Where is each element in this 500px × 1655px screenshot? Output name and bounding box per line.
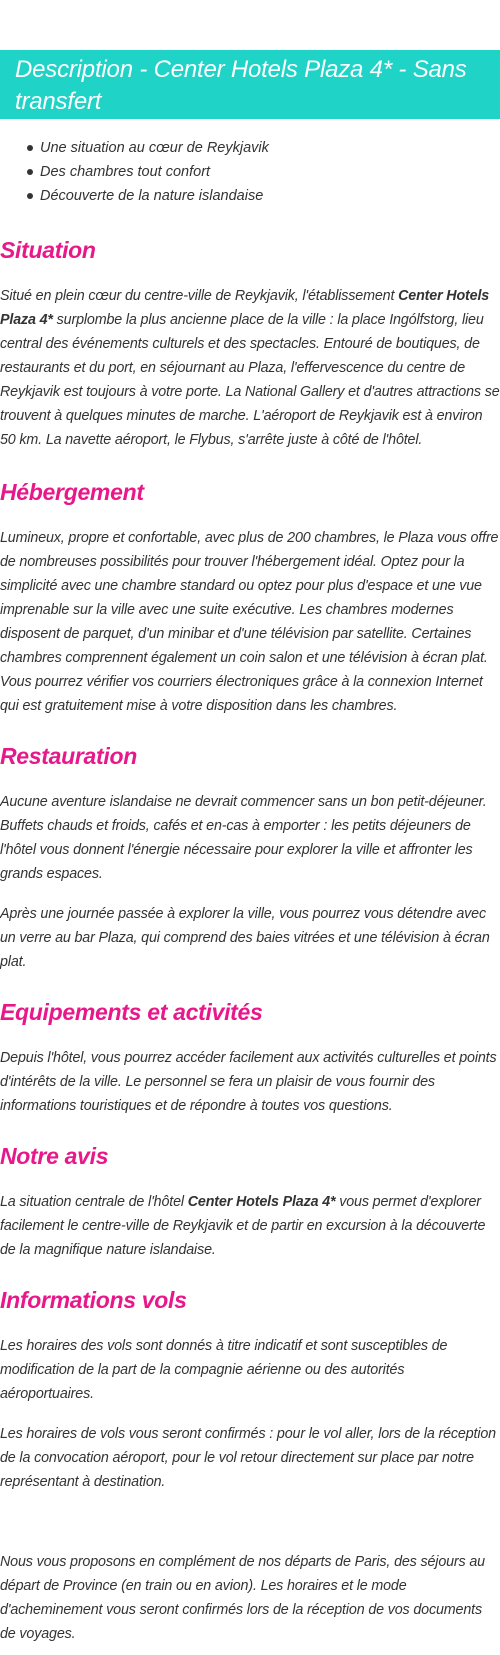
restauration-paragraph-1: Aucune aventure islandaise ne devrait commencer sans un bon petit-déjeuner. Buffets chauds et froids, cafés et en-cas à emporter : les petits déjeuners de l'hôtel vous donnent l'énergie nécessaire pour explorer la ville et affronter les grands espaces.: [0, 794, 487, 882]
vols-paragraph-2: Les horaires de vols vous seront confirmés : pour le vol aller, lors de la réception de la convocation aéroport, pour le vol retour directement sur place par notre représentant à destination.: [0, 1426, 496, 1490]
situation-heading: Situation: [0, 237, 96, 263]
highlights-list: [0, 136, 269, 208]
bullet-icon: [27, 145, 33, 151]
bullet-icon: [27, 193, 33, 199]
vols-paragraph-3: Nous vous proposons en complément de nos départs de Paris, des séjours au départ de Province (en train ou en avion). Les horaires et le mode d'acheminement vous seront confirmés lors de la réception de vos documents de voyages.: [0, 1554, 485, 1642]
highlight-item: [0, 136, 269, 160]
hotel-name: Center Hotels Plaza 4*: [0, 288, 490, 328]
equipements-heading: Equipements et activités: [0, 999, 263, 1025]
vols-section: [0, 1285, 500, 1646]
restauration-paragraph-2: Après une journée passée à explorer la ville, vous pourrez vous détendre avec un verre au bar Plaza, qui comprend des baies vitrées et une télévision à écran plat.: [0, 906, 490, 970]
highlight-item: [0, 184, 269, 208]
hebergement-section: [0, 477, 500, 718]
situation-paragraph: Situé en plein cœur du centre-ville de Reykjavik, l'établissement Center Hotels Plaza 4* surplombe la plus ancienne place de la ville : la place Ingólfstorg, lieu central des événements culturels et des spectacles. Entouré de boutiques, de restaurants et du port, en séjournant au Plaza, l'effervescence du centre de Reykjavik est toujours à votre porte. La National Gallery et d'autres attractions se trouvent à quelques minutes de marche. L'aéroport de Reykjavik est à environ 50 km. La navette aéroport, le Flybus, s'arrête juste à côté de l'hôtel.: [0, 288, 500, 448]
equipements-paragraph: Depuis l'hôtel, vous pourrez accéder facilement aux activités culturelles et points d'intérêts de la ville. Le personnel se fera un plaisir de vous fournir des informations touristiques et de répondre à toutes vos questions.: [0, 1050, 497, 1114]
avis-paragraph: La situation centrale de l'hôtel Center Hotels Plaza 4* vous permet d'explorer facilement le centre-ville de Reykjavik et de partir en excursion à la découverte de la magnifique nature islandaise.: [0, 1194, 486, 1258]
avis-section: [0, 1141, 500, 1262]
vols-heading: Informations vols: [0, 1287, 187, 1313]
highlight-item: [0, 160, 269, 184]
avis-heading: Notre avis: [0, 1143, 109, 1169]
equipements-section: [0, 997, 500, 1118]
vols-paragraph-1: Les horaires des vols sont donnés à titre indicatif et sont susceptibles de modification de la part de la compagnie aérienne ou des autorités aéroportuaires.: [0, 1338, 448, 1402]
hebergement-paragraph: Lumineux, propre et confortable, avec plus de 200 chambres, le Plaza vous offre de nombreuses possibilités pour trouver l'hébergement idéal. Optez pour la simplicité avec une chambre standard ou optez pour plus d'espace et une vue imprenable sur la ville avec une suite exécutive. Les chambres modernes disposent de parquet, d'un minibar et d'une télévision par satellite. Certaines chambres comprennent également un coin salon et une télévision à écran plat. Vous pourrez vérifier vos courriers électroniques grâce à la connexion Internet qui est gratuitement mise à votre disposition dans les chambres.: [0, 530, 499, 714]
page-title: Description - Center Hotels Plaza 4* - Sans transfert: [15, 56, 467, 115]
restauration-section: [0, 741, 500, 974]
hotel-name: Center Hotels Plaza 4*: [187, 1194, 336, 1210]
highlight-text: Découverte de la nature islandaise: [40, 188, 264, 204]
restauration-heading: Restauration: [0, 743, 137, 769]
hebergement-heading: Hébergement: [0, 479, 144, 505]
description-banner: [0, 50, 500, 119]
highlight-text: Une situation au cœur de Reykjavik: [40, 140, 269, 156]
bullet-icon: [27, 169, 33, 175]
highlight-text: Des chambres tout confort: [40, 164, 211, 180]
situation-section: [0, 235, 500, 452]
